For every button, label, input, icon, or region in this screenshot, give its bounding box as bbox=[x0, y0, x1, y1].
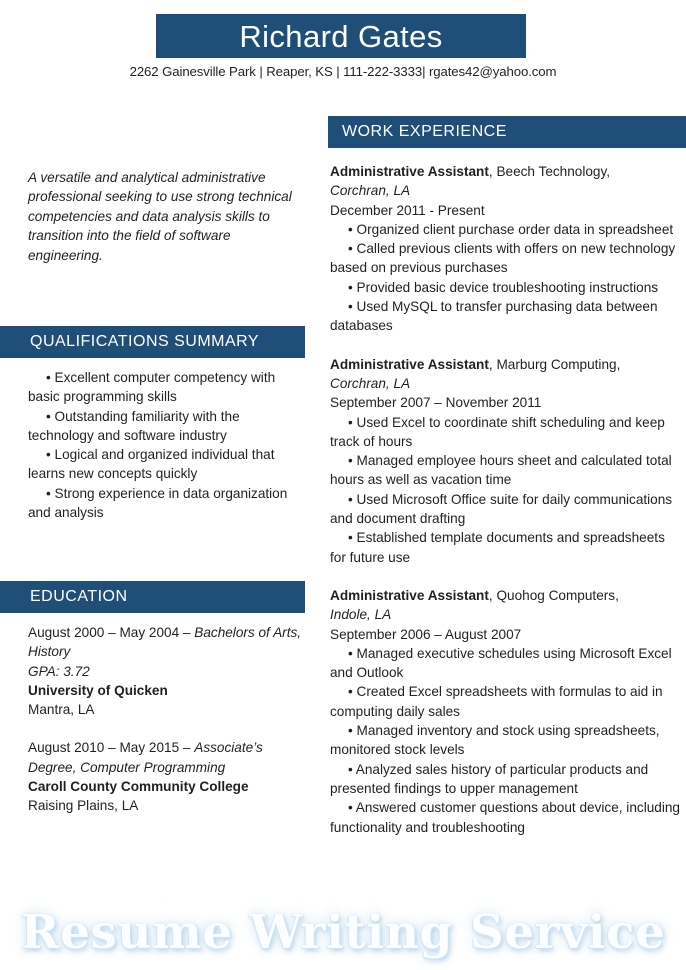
education-degree: Associate’s Degree, Computer Programming bbox=[28, 740, 263, 775]
job-location: Indole, LA bbox=[330, 607, 392, 623]
job-company: , Quohog Computers, bbox=[488, 587, 619, 603]
list-item: • Strong experience in data organization and analysis bbox=[28, 485, 288, 521]
list-item-text: Managed inventory and stock using spreadsheets, monitored stock levels bbox=[330, 723, 660, 758]
qualifications-section-header bbox=[0, 326, 305, 358]
work-experience-section-header bbox=[328, 116, 686, 148]
education-dates: August 2000 – May 2004 – bbox=[28, 625, 195, 640]
list-item: • Used Microsoft Office suite for daily communications and document drafting bbox=[330, 491, 673, 527]
list-item-text: Used MySQL to transfer purchasing data between databases bbox=[330, 299, 658, 334]
list-item: • Analyzed sales history of particular products and presented findings to upper management bbox=[330, 761, 649, 796]
spacer bbox=[330, 336, 682, 355]
job-bullet-list bbox=[330, 644, 682, 837]
page-title: Richard Gates bbox=[239, 18, 443, 54]
list-item-text: Managed executive schedules using Microsoft Excel and Outlook bbox=[330, 645, 672, 681]
job-entry bbox=[330, 355, 682, 567]
list-item: • Established template documents and spreadsheets for future use bbox=[330, 530, 665, 565]
list-item-text: Strong experience in data organization and analysis bbox=[28, 485, 288, 521]
list-item-text: Established template documents and spreadsheets for future use bbox=[330, 530, 665, 565]
job-company: , Marburg Computing, bbox=[488, 356, 621, 372]
job-bullet-list bbox=[330, 413, 682, 567]
list-item-text: Logical and organized individual that learns new concepts quickly bbox=[28, 447, 275, 482]
list-item-text: Used Excel to coordinate shift scheduling and keep track of hours bbox=[330, 414, 665, 449]
education-entry bbox=[28, 623, 306, 719]
list-item: • Called previous clients with offers on new technology based on previous purchases bbox=[330, 241, 676, 276]
spacer bbox=[330, 567, 682, 586]
footer-watermark: Resume Writing Service bbox=[20, 905, 666, 960]
list-item: • Used MySQL to transfer purchasing data between databases bbox=[330, 299, 658, 334]
education-entry bbox=[28, 738, 306, 815]
education-heading: EDUCATION bbox=[30, 588, 128, 605]
job-title-line bbox=[330, 586, 682, 605]
job-dates: September 2006 – August 2007 bbox=[330, 626, 522, 642]
job-entry bbox=[330, 586, 682, 837]
list-item: • Created Excel spreadsheets with formulas to aid in computing daily sales bbox=[330, 684, 663, 719]
education-gpa: GPA: 3.72 bbox=[28, 663, 90, 679]
work-experience-heading: WORK EXPERIENCE bbox=[342, 123, 507, 140]
qualifications-heading: QUALIFICATIONS SUMMARY bbox=[30, 333, 260, 350]
list-item-text: Called previous clients with offers on new technology based on previous purchases bbox=[330, 241, 676, 276]
contact-line: 2262 Gainesville Park | Reaper, KS | 111-222-3333| rgates42@yahoo.com bbox=[129, 64, 557, 79]
education-block bbox=[28, 623, 306, 816]
list-item-text: Excellent computer competency with basic programming skills bbox=[28, 370, 276, 405]
job-role: Administrative Assistant bbox=[330, 587, 489, 603]
education-degree: Bachelors of Arts, History bbox=[28, 625, 302, 660]
job-bullet-list bbox=[330, 220, 682, 336]
education-degree-line bbox=[28, 623, 306, 662]
list-item: • Provided basic device troubleshooting instructions bbox=[348, 279, 659, 295]
education-school: Caroll County Community College bbox=[28, 779, 249, 795]
education-dates: August 2010 – May 2015 – bbox=[28, 740, 195, 756]
work-experience-block bbox=[330, 162, 682, 837]
list-item-text: Used Microsoft Office suite for daily communications and document drafting bbox=[330, 491, 673, 527]
profile-summary-block bbox=[28, 168, 306, 265]
job-entry bbox=[330, 162, 682, 336]
education-section-header bbox=[0, 581, 305, 613]
qualifications-list bbox=[28, 368, 306, 522]
list-item: • Used Excel to coordinate shift scheduling and keep track of hours bbox=[330, 414, 665, 449]
job-title-line bbox=[330, 355, 682, 374]
job-company: , Beech Technology, bbox=[488, 164, 611, 179]
job-location: Corchran, LA bbox=[330, 183, 411, 199]
name-banner bbox=[156, 14, 526, 58]
list-item-text: Outstanding familiarity with the technology and software industry bbox=[28, 408, 240, 443]
qualifications-block bbox=[28, 368, 306, 522]
job-location: Corchran, LA bbox=[330, 375, 411, 391]
job-dates: September 2007 – November 2011 bbox=[330, 395, 542, 411]
spacer bbox=[28, 719, 306, 738]
job-dates: December 2011 - Present bbox=[330, 202, 485, 218]
list-item-text: Created Excel spreadsheets with formulas to aid in computing daily sales bbox=[330, 684, 663, 719]
list-item-text: Organized client purchase order data in spreadsheet bbox=[356, 221, 674, 237]
education-location: Raising Plains, LA bbox=[28, 798, 139, 814]
list-item: • Managed employee hours sheet and calculated total hours as well as vacation time bbox=[330, 453, 672, 488]
job-role: Administrative Assistant bbox=[330, 356, 489, 372]
list-item: • Excellent computer competency with basic programming skills bbox=[28, 370, 276, 405]
list-item-text: Managed employee hours sheet and calculated total hours as well as vacation time bbox=[330, 453, 672, 488]
education-school: University of Quicken bbox=[28, 682, 168, 698]
profile-summary-text: A versatile and analytical administrative professional seeking to use strong technical competencies and data analysis skills to transition into the field of software engineering. bbox=[28, 170, 292, 263]
list-item: • Answered customer questions about device, including functionality and troubleshooting bbox=[330, 800, 680, 835]
list-item-text: Answered customer questions about device, including functionality and troubleshooting bbox=[330, 800, 680, 835]
list-item-text: Provided basic device troubleshooting instructions bbox=[356, 279, 659, 295]
list-item: • Managed inventory and stock using spreadsheets, monitored stock levels bbox=[330, 723, 660, 758]
job-role: Administrative Assistant bbox=[330, 164, 489, 179]
education-degree-line bbox=[28, 738, 306, 777]
list-item-text: Analyzed sales history of particular products and presented findings to upper management bbox=[330, 761, 649, 796]
job-title-line bbox=[330, 162, 682, 181]
list-item: • Managed executive schedules using Microsoft Excel and Outlook bbox=[330, 645, 672, 681]
list-item: • Logical and organized individual that learns new concepts quickly bbox=[28, 447, 275, 482]
list-item: • Organized client purchase order data in spreadsheet bbox=[348, 221, 674, 237]
education-location: Mantra, LA bbox=[28, 702, 95, 718]
list-item: • Outstanding familiarity with the technology and software industry bbox=[28, 408, 240, 443]
